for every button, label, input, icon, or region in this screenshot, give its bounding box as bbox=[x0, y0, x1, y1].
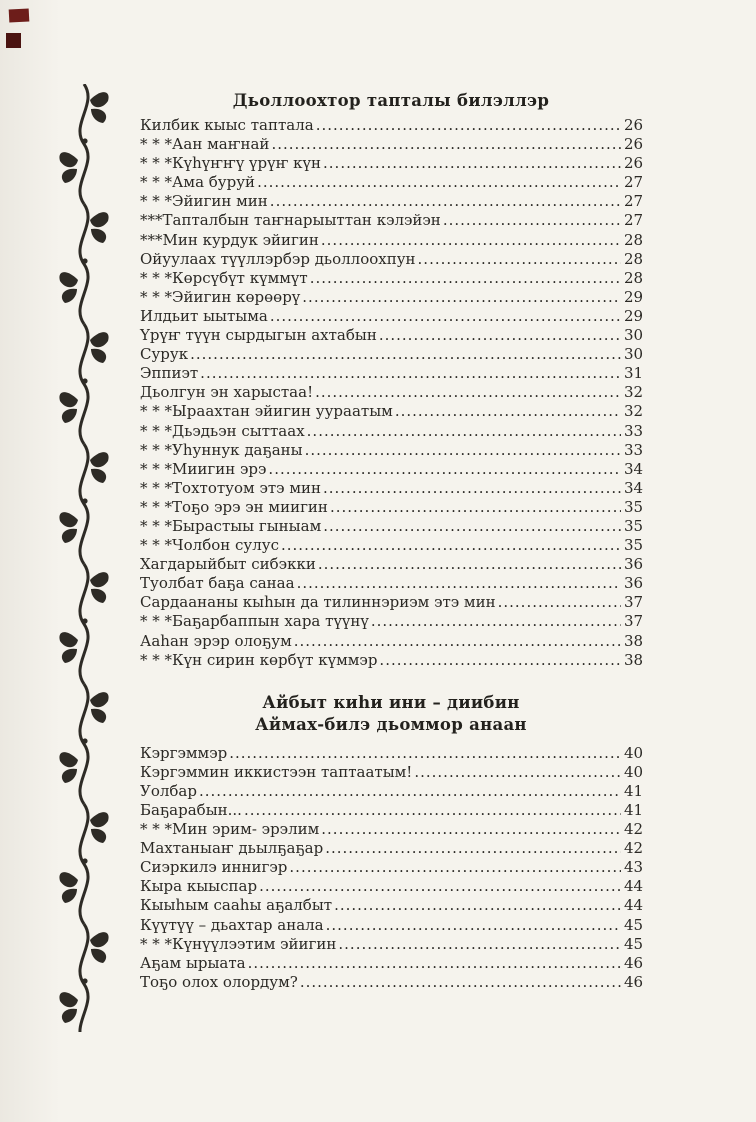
dot-leader bbox=[318, 555, 621, 574]
toc-entry-page-number: 26 bbox=[624, 135, 644, 154]
toc-entry-page-number: 41 bbox=[624, 801, 644, 819]
toc-entry-title: * * *Эйигин мин bbox=[140, 192, 268, 211]
dot-leader bbox=[268, 460, 621, 479]
toc-entry bbox=[140, 763, 642, 782]
dot-leader bbox=[302, 288, 621, 307]
toc-section-1-list bbox=[140, 116, 642, 670]
dot-leader bbox=[310, 269, 621, 288]
toc-entry-page-number: 35 bbox=[624, 516, 644, 535]
dot-leader bbox=[294, 632, 621, 651]
toc-entry bbox=[140, 536, 642, 555]
toc-entry-page-number: 28 bbox=[624, 230, 644, 249]
dot-leader bbox=[443, 211, 621, 230]
dot-leader bbox=[379, 651, 621, 670]
toc-entry-title: Махтаныаҥ дьылҕаҕар bbox=[140, 839, 324, 858]
toc-entry-title: Кэргэммин иккистээн таптаатым! bbox=[140, 762, 413, 781]
toc-entry-page-number: 27 bbox=[624, 173, 644, 192]
dot-leader bbox=[325, 839, 621, 858]
toc-entry bbox=[140, 116, 642, 135]
toc-entry-page-number: 34 bbox=[624, 478, 644, 497]
toc-entry-title: Баҕарабын... bbox=[140, 801, 242, 819]
toc-entry bbox=[140, 422, 642, 441]
dot-leader bbox=[200, 364, 621, 383]
dot-leader bbox=[199, 782, 621, 801]
toc-entry-title: * * *Мин эрим- эрэлим bbox=[140, 820, 320, 839]
dot-leader bbox=[316, 116, 621, 135]
toc-entry-title: * * *Күн сирин көрбүт күммэр bbox=[140, 650, 378, 669]
toc-entry bbox=[140, 555, 642, 574]
toc-entry-page-number: 37 bbox=[624, 612, 644, 631]
toc-entry-title: * * *Эйигин көрөөрү bbox=[140, 287, 301, 306]
dot-leader bbox=[270, 192, 621, 211]
toc-entry-page-number: 40 bbox=[624, 762, 644, 781]
dot-leader bbox=[297, 574, 621, 593]
section-title-line-1: Айбыт киһи ини – диибин bbox=[262, 692, 520, 712]
toc-entry-title: * * *Дьэдьэн сыттаах bbox=[140, 421, 305, 440]
toc-entry bbox=[140, 211, 642, 230]
toc-entry bbox=[140, 383, 642, 402]
toc-entry bbox=[140, 269, 642, 288]
toc-entry-title: Хагдарыйбыт сибэкки bbox=[140, 555, 316, 574]
dot-leader bbox=[248, 954, 621, 973]
toc-entry-title: Сардаананы кыһын да тилиннэриэм этэ мин bbox=[140, 593, 496, 612]
toc-section-2-list bbox=[140, 744, 642, 992]
toc-entry bbox=[140, 498, 642, 517]
toc-entry-title: Күүтүү – дьахтар анала bbox=[140, 915, 324, 934]
toc-entry-page-number: 26 bbox=[624, 154, 644, 173]
toc-entry-title: * * *Ама буруй bbox=[140, 173, 256, 192]
toc-entry bbox=[140, 479, 642, 498]
toc-entry-page-number: 44 bbox=[624, 877, 644, 896]
toc-entry-page-number: 26 bbox=[624, 116, 644, 134]
toc-entry bbox=[140, 402, 642, 421]
toc-entry bbox=[140, 154, 642, 173]
toc-entry-page-number: 30 bbox=[624, 326, 644, 345]
dot-leader bbox=[281, 536, 621, 555]
toc-entry bbox=[140, 364, 642, 383]
toc-entry bbox=[140, 173, 642, 192]
section-title: Дьоллоохтор тапталы билэллэр bbox=[232, 91, 550, 110]
dot-leader bbox=[418, 250, 621, 269]
toc-entry bbox=[140, 593, 642, 612]
toc-entry-page-number: 43 bbox=[624, 858, 644, 877]
toc-entry-title: * * *Тохтотуом этэ мин bbox=[140, 478, 321, 497]
toc-entry bbox=[140, 250, 642, 269]
toc-entry-title: Аҕам ырыата bbox=[140, 953, 246, 972]
toc-entry bbox=[140, 801, 642, 820]
toc-entry-page-number: 44 bbox=[624, 896, 644, 915]
toc-entry-title: Илдьит ыытыма bbox=[140, 306, 268, 325]
toc-entry-page-number: 42 bbox=[624, 839, 644, 858]
toc-entry-title: Тоҕо олох олордум? bbox=[140, 972, 298, 991]
toc-entry-title: * * *Ыраахтан эйигин уураатым bbox=[140, 402, 393, 421]
toc-entry bbox=[140, 574, 642, 593]
toc-entry-page-number: 41 bbox=[624, 781, 644, 800]
toc-entry-page-number: 29 bbox=[624, 306, 644, 325]
toc-entry bbox=[140, 744, 642, 763]
table-of-contents bbox=[140, 90, 642, 992]
dot-leader bbox=[498, 593, 621, 612]
toc-entry-title: ***Тапталбын таҥнарыыттан кэлэйэн bbox=[140, 211, 441, 230]
toc-entry-page-number: 38 bbox=[624, 631, 644, 650]
toc-entry bbox=[140, 973, 642, 992]
toc-entry-title: Эппиэт bbox=[140, 364, 199, 383]
toc-entry-page-number: 27 bbox=[624, 211, 644, 230]
toc-entry-page-number: 42 bbox=[624, 820, 644, 839]
toc-entry bbox=[140, 820, 642, 839]
dot-leader bbox=[244, 801, 621, 820]
toc-entry-title: * * *Уһуннук даҕаны bbox=[140, 440, 303, 459]
toc-entry-page-number: 34 bbox=[624, 459, 644, 478]
dot-leader bbox=[229, 744, 621, 763]
toc-entry-page-number: 38 bbox=[624, 650, 644, 669]
toc-entry bbox=[140, 517, 642, 536]
toc-entry bbox=[140, 935, 642, 954]
toc-entry-title: Сиэркилэ иннигэр bbox=[140, 858, 288, 877]
scan-artifact-mark bbox=[6, 33, 21, 48]
toc-entry bbox=[140, 192, 642, 211]
dot-leader bbox=[414, 763, 621, 782]
toc-entry-title: ***Мин курдук эйигин bbox=[140, 230, 319, 249]
toc-entry-title: * * *Аан маҥнай bbox=[140, 135, 270, 154]
toc-entry-page-number: 28 bbox=[624, 268, 644, 287]
toc-entry-page-number: 32 bbox=[624, 402, 644, 421]
dot-leader bbox=[330, 498, 621, 517]
section-2-title-block bbox=[140, 692, 642, 736]
toc-entry-page-number: 45 bbox=[624, 934, 644, 953]
dot-leader bbox=[323, 517, 621, 536]
dot-leader bbox=[315, 383, 621, 402]
toc-entry bbox=[140, 288, 642, 307]
toc-entry-page-number: 33 bbox=[624, 440, 644, 459]
toc-entry-title: Кэргэммэр bbox=[140, 743, 228, 762]
toc-entry-title: Ойуулаах түүллэрбэр дьоллоохпун bbox=[140, 249, 416, 268]
toc-entry bbox=[140, 954, 642, 973]
toc-entry bbox=[140, 441, 642, 460]
toc-entry-page-number: 33 bbox=[624, 421, 644, 440]
dot-leader bbox=[326, 916, 621, 935]
dot-leader bbox=[270, 307, 621, 326]
toc-entry-title: * * *Көрсүбүт күммүт bbox=[140, 268, 308, 287]
toc-entry-page-number: 28 bbox=[624, 249, 644, 268]
dot-leader bbox=[257, 173, 621, 192]
toc-entry bbox=[140, 896, 642, 915]
toc-entry-page-number: 40 bbox=[624, 743, 644, 762]
toc-entry-title: * * *Миигин эрэ bbox=[140, 459, 267, 478]
toc-entry bbox=[140, 307, 642, 326]
toc-entry-page-number: 35 bbox=[624, 497, 644, 516]
dot-leader bbox=[338, 935, 621, 954]
toc-entry bbox=[140, 858, 642, 877]
toc-entry-page-number: 29 bbox=[624, 287, 644, 306]
toc-entry bbox=[140, 632, 642, 651]
toc-entry bbox=[140, 326, 642, 345]
toc-entry-title: * * *Күнүүлээтим эйигин bbox=[140, 934, 337, 953]
toc-entry bbox=[140, 135, 642, 154]
toc-entry-title: Дьолгун эн харыстаа! bbox=[140, 383, 314, 402]
toc-entry-page-number: 36 bbox=[624, 555, 644, 574]
scan-artifact-mark bbox=[9, 8, 30, 22]
toc-entry bbox=[140, 345, 642, 364]
toc-entry-page-number: 46 bbox=[624, 953, 644, 972]
toc-entry-title: Сурук bbox=[140, 345, 189, 364]
dot-leader bbox=[271, 135, 621, 154]
toc-entry bbox=[140, 460, 642, 479]
dot-leader bbox=[321, 820, 621, 839]
toc-entry-page-number: 37 bbox=[624, 593, 644, 612]
dot-leader bbox=[379, 326, 621, 345]
toc-entry bbox=[140, 877, 642, 896]
dot-leader bbox=[289, 858, 621, 877]
toc-entry bbox=[140, 651, 642, 670]
toc-entry-page-number: 32 bbox=[624, 383, 644, 402]
dot-leader bbox=[307, 422, 621, 441]
dot-leader bbox=[323, 479, 621, 498]
toc-entry bbox=[140, 782, 642, 801]
toc-entry-title: Кыыһым сааһы аҕалбыт bbox=[140, 896, 333, 915]
toc-entry-title: Туолбат баҕа санаа bbox=[140, 574, 295, 593]
toc-entry-title: * * *Чолбон сулус bbox=[140, 536, 279, 555]
floral-vine-ornament-icon bbox=[58, 84, 110, 1032]
dot-leader bbox=[321, 231, 621, 250]
toc-entry-title: Уолбар bbox=[140, 781, 197, 800]
dot-leader bbox=[395, 402, 621, 421]
toc-entry bbox=[140, 916, 642, 935]
toc-entry-title: * * *Баҕарбаппын хара түүнү bbox=[140, 612, 369, 631]
toc-entry bbox=[140, 231, 642, 250]
dot-leader bbox=[305, 441, 621, 460]
toc-entry-title: * * *Күһүҥҥү үрүҥ күн bbox=[140, 154, 322, 173]
toc-entry-page-number: 46 bbox=[624, 972, 644, 991]
dot-leader bbox=[259, 877, 621, 896]
dot-leader bbox=[300, 973, 621, 992]
toc-entry-title: Үрүҥ түүн сырдыгын ахтабын bbox=[140, 326, 377, 345]
toc-entry-title: Ааһан эрэр олоҕум bbox=[140, 631, 292, 650]
toc-entry-page-number: 27 bbox=[624, 192, 644, 211]
toc-entry-page-number: 31 bbox=[624, 364, 644, 383]
toc-entry-page-number: 36 bbox=[624, 574, 644, 593]
toc-entry-page-number: 30 bbox=[624, 345, 644, 364]
dot-leader bbox=[323, 154, 621, 173]
toc-entry-title: Килбик кыыс таптала bbox=[140, 116, 314, 134]
dot-leader bbox=[190, 345, 621, 364]
toc-entry-title: * * *Бырастыы гыныам bbox=[140, 516, 322, 535]
toc-entry-page-number: 35 bbox=[624, 536, 644, 555]
toc-entry-title: * * *Тоҕо эрэ эн миигин bbox=[140, 497, 328, 516]
toc-entry-title: Кыра кыыспар bbox=[140, 877, 258, 896]
dot-leader bbox=[371, 612, 621, 631]
toc-entry bbox=[140, 612, 642, 631]
dot-leader bbox=[334, 896, 621, 915]
toc-entry bbox=[140, 839, 642, 858]
toc-entry-page-number: 45 bbox=[624, 915, 644, 934]
section-title-line-2: Аймах-билэ дьоммор анаан bbox=[255, 714, 527, 734]
